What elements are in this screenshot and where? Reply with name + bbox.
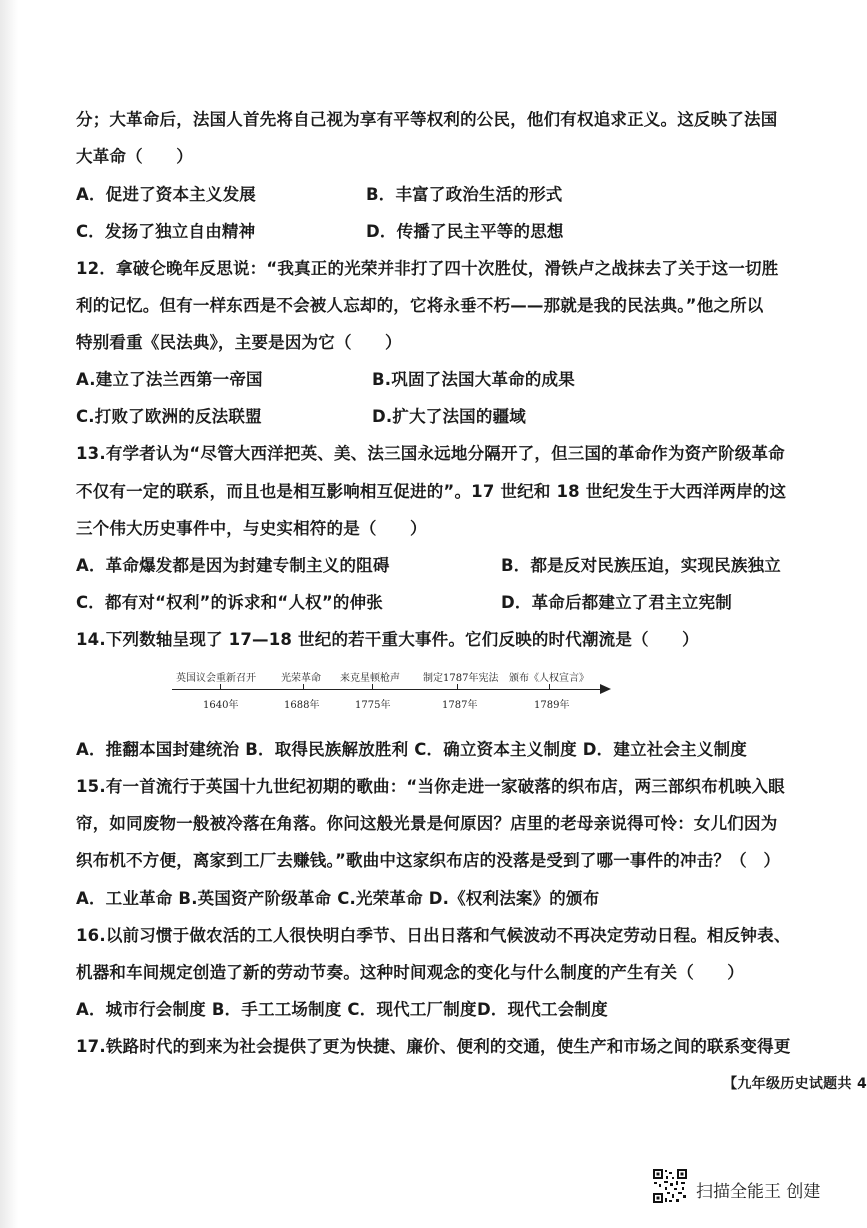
timeline-tick xyxy=(220,684,221,690)
option-row xyxy=(76,221,564,243)
timeline-axis xyxy=(172,689,602,690)
page-footer-label: 【九年级历史试题共 4 xyxy=(723,1076,867,1092)
option-d: D.扩大了法国的疆域 xyxy=(372,407,526,426)
option-b: B．都是反对民族压迫，实现民族独立 xyxy=(501,556,781,575)
option-a: A．革命爆发都是因为封建专制主义的阻碍 xyxy=(76,556,390,575)
option-a: A.建立了法兰西第一帝国 xyxy=(76,370,263,389)
text-line: 织布机不方便，离家到工厂去赚钱。”歌曲中这家织布店的没落是受到了哪一事件的冲击？（ ） xyxy=(76,851,781,870)
timeline-year: 1787年 xyxy=(442,700,478,711)
timeline-year: 1640年 xyxy=(203,700,239,711)
text-line: 分；大革命后，法国人首先将自己视为享有平等权利的公民，他们有权追求正义。这反映了法国 xyxy=(76,110,778,129)
option-d: D．现代工会制度 xyxy=(477,1000,608,1019)
question-16: 16.以前习惯于做农活的工人很快明白季节、日出日落和气候波动不再决定劳动日程。相反钟表、 xyxy=(76,926,791,945)
option-c: C．发扬了独立自由精神 xyxy=(76,222,256,241)
option-c: C．都有对“权利”的诉求和“人权”的伸张 xyxy=(76,593,383,612)
option-row xyxy=(76,999,608,1021)
arrow-right-icon xyxy=(600,684,611,694)
text-line: 机器和车间规定创造了新的劳动节奏。这种时间观念的变化与什么制度的产生有关（ ） xyxy=(76,963,744,982)
timeline-event-label: 颁布《人权宣言》 xyxy=(509,673,589,684)
timeline-event-label: 英国议会重新召开 xyxy=(176,673,256,684)
timeline xyxy=(170,667,615,717)
option-abc: A．城市行会制度 B．手工工场制度 C．现代工厂制度 xyxy=(76,1000,477,1019)
option-c: C.打败了欧洲的反法联盟 xyxy=(76,407,262,426)
scanner-brand-text: 扫描全能王 创建 xyxy=(696,1182,821,1202)
timeline-year: 1775年 xyxy=(355,700,391,711)
timeline-event-label: 光荣革命 xyxy=(281,673,321,684)
option-b: B．丰富了政治生活的形式 xyxy=(366,185,563,204)
option-row xyxy=(76,592,732,614)
option-row xyxy=(76,184,563,206)
question-15: 15.有一首流行于英国十九世纪初期的歌曲：“当你走进一家破落的织布店，两三部织布机映入眼 xyxy=(76,777,785,796)
option-row xyxy=(76,406,526,428)
option-row: A．推翻本国封建统治 B．取得民族解放胜利 C．确立资本主义制度 D．建立社会主义制度 xyxy=(76,740,747,759)
text-line: 帘，如同废物一般被冷落在角落。你问这般光景是何原因？店里的老母亲说得可怜：女儿们因为 xyxy=(76,814,778,833)
qr-code-icon xyxy=(652,1168,688,1204)
question-17: 17.铁路时代的到来为社会提供了更为快捷、廉价、便利的交通，使生产和市场之间的联系变得更 xyxy=(76,1037,791,1056)
text-line: 不仅有一定的联系，而且也是相互影响相互促进的”。17 世纪和 18 世纪发生于大西洋两岸的这 xyxy=(76,482,787,501)
text-line: 特别看重《民法典》，主要是因为它（ ） xyxy=(76,333,402,352)
text-line: 三个伟大历史事件中，与史实相符的是（ ） xyxy=(76,519,427,538)
timeline-tick xyxy=(457,684,458,690)
option-d: D．传播了民主平等的思想 xyxy=(366,222,564,241)
question-14: 14.下列数轴呈现了 17—18 世纪的若干重大事件。它们反映的时代潮流是（ ） xyxy=(76,630,699,649)
timeline-event-label: 来克星顿枪声 xyxy=(340,673,400,684)
option-row xyxy=(76,555,781,577)
timeline-year: 1789年 xyxy=(534,700,570,711)
timeline-year: 1688年 xyxy=(284,700,320,711)
option-a: A．促进了资本主义发展 xyxy=(76,185,256,204)
question-13: 13.有学者认为“尽管大西洋把英、美、法三国永远地分隔开了，但三国的革命作为资产阶级革命 xyxy=(76,444,785,463)
text-line: 利的记忆。但有一样东西是不会被人忘却的，它将永垂不朽——那就是我的民法典。”他之所以 xyxy=(76,296,764,315)
option-b: B.巩固了法国大革命的成果 xyxy=(372,370,575,389)
timeline-event-label: 制定1787年宪法 xyxy=(423,673,499,684)
question-12: 12．拿破仑晚年反思说：“我真正的光荣并非打了四十次胜仗，滑铁卢之战抹去了关于这一切胜 xyxy=(76,259,779,278)
text-line: 大革命（ ） xyxy=(76,147,193,166)
option-row: A．工业革命 B.英国资产阶级革命 C.光荣革命 D.《权利法案》的颁布 xyxy=(76,889,600,908)
timeline-tick xyxy=(303,684,304,690)
option-d: D．革命后都建立了君主立宪制 xyxy=(501,593,732,612)
option-row xyxy=(76,369,575,391)
timeline-tick xyxy=(372,684,373,690)
timeline-tick xyxy=(549,684,550,690)
